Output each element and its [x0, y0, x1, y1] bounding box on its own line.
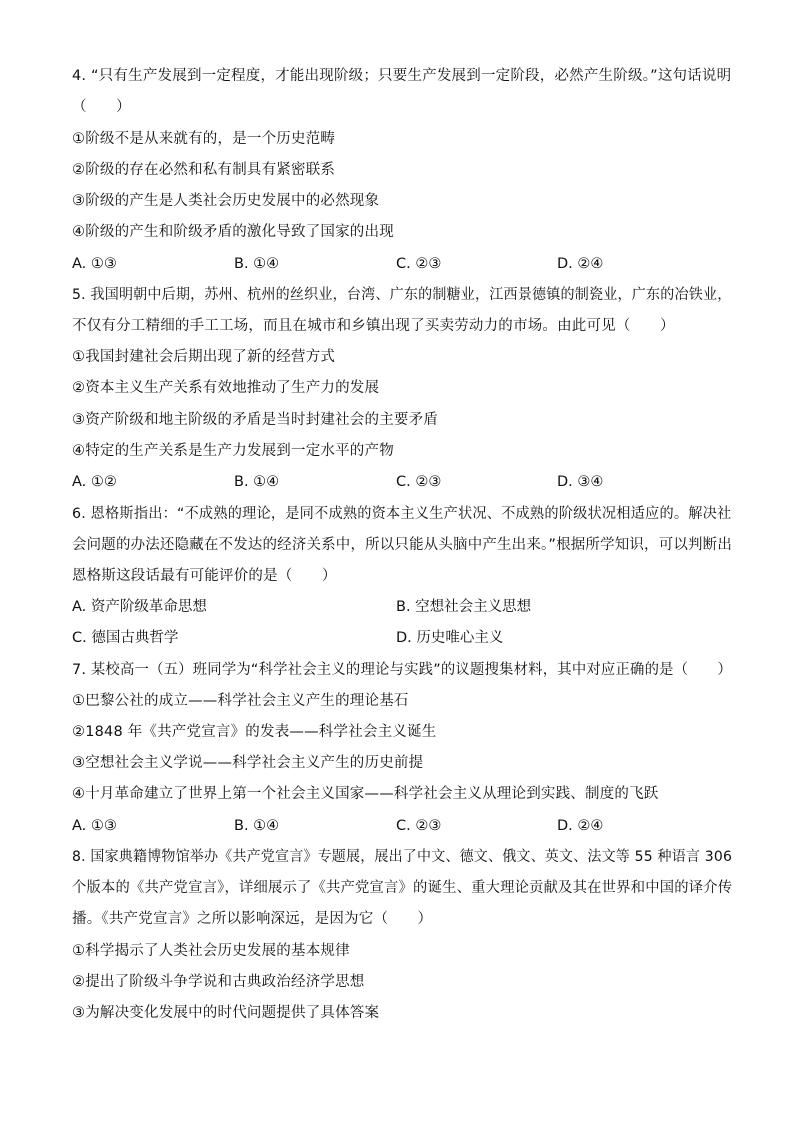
- q8-item-3: ③为解决变化发展中的时代问题提供了具体答案: [72, 1005, 380, 1021]
- q6-option-a: A. 资产阶级革命思想: [72, 599, 207, 615]
- q7-item-2: ②1848 年《共产党宣言》的发表——科学社会主义诞生: [72, 724, 437, 740]
- q6-stem-line-2: 会问题的办法还隐藏在不发达的经济关系中，所以只能从头脑中产生出来。”根据所学知识，可以判断出: [72, 537, 732, 553]
- q5-item-2: ②资本主义生产关系有效地推动了生产力的发展: [72, 380, 380, 396]
- q7-option-b: B. ①④: [234, 818, 280, 834]
- q4-item-2: ②阶级的存在必然和私有制具有紧密联系: [72, 162, 336, 178]
- q7-stem-line-1: 7. 某校高一（五）班同学为“科学社会主义的理论与实践”的议题搜集材料，其中对应正确的是（ ）: [72, 662, 732, 678]
- q8-stem-line-3: 播。《共产党宣言》之所以影响深远，是因为它（ ）: [72, 911, 433, 927]
- q4-option-c: C. ②③: [396, 256, 442, 272]
- q4-item-4: ④阶级的产生和阶级矛盾的激化导致了国家的出现: [72, 224, 394, 240]
- q4-item-1: ①阶级不是从来就有的，是一个历史范畴: [72, 131, 336, 147]
- q4-option-d: D. ②④: [557, 256, 604, 272]
- q5-option-c: C. ②③: [396, 474, 442, 490]
- q8-stem-line-2: 个版本的《共产党宣言》，详细展示了《共产党宣言》的诞生、重大理论贡献及其在世界和中国的译介传: [72, 880, 733, 896]
- q5-item-1: ①我国封建社会后期出现了新的经营方式: [72, 349, 336, 365]
- q6-stem-line-1: 6. 恩格斯指出：“不成熟的理论，是同不成熟的资本主义生产状况、不成熟的阶级状况相适应的。解决社: [72, 506, 732, 522]
- q7-option-d: D. ②④: [557, 818, 604, 834]
- q7-option-a: A. ①③: [72, 818, 117, 834]
- q5-option-a: A. ①②: [72, 474, 117, 490]
- q5-item-3: ③资产阶级和地主阶级的矛盾是当时封建社会的主要矛盾: [72, 412, 438, 428]
- q4-stem-line-2: （ ）: [72, 99, 131, 115]
- q6-option-b: B. 空想社会主义思想: [396, 599, 532, 615]
- q6-stem-line-3: 恩格斯这段话最有可能评价的是（ ）: [72, 568, 337, 584]
- q5-option-b: B. ①④: [234, 474, 280, 490]
- q5-item-4: ④特定的生产关系是生产力发展到一定水平的产物: [72, 443, 394, 459]
- q8-item-1: ①科学揭示了人类社会历史发展的基本规律: [72, 943, 350, 959]
- q6-option-d: D. 历史唯心主义: [396, 630, 504, 646]
- q7-item-3: ③空想社会主义学说——科学社会主义产生的历史前提: [72, 755, 424, 771]
- q5-option-d: D. ③④: [557, 474, 604, 490]
- q4-option-b: B. ①④: [234, 256, 280, 272]
- q4-stem-line-1: 4. “只有生产发展到一定程度，才能出现阶级；只要生产发展到一定阶段，必然产生阶级。”这句话说明: [72, 68, 732, 84]
- q7-item-4: ④十月革命建立了世界上第一个社会主义国家——科学社会主义从理论到实践、制度的飞跃: [72, 786, 659, 802]
- q8-stem-line-1: 8. 国家典籍博物馆举办《共产党宣言》专题展，展出了中文、德文、俄文、英文、法文等 55 种语言 306: [72, 849, 733, 865]
- q5-stem-line-1: 5. 我国明朝中后期，苏州、杭州的丝织业，台湾、广东的制糖业，江西景德镇的制瓷业，广东的冶铁业，: [72, 287, 732, 303]
- q6-option-c: C. 德国古典哲学: [72, 630, 179, 646]
- q8-item-2: ②提出了阶级斗争学说和古典政治经济学思想: [72, 974, 365, 990]
- q5-stem-line-2: 不仅有分工精细的手工工场，而且在城市和乡镇出现了买卖劳动力的市场。由此可见（ ）: [72, 318, 675, 334]
- q4-item-3: ③阶级的产生是人类社会历史发展中的必然现象: [72, 193, 380, 209]
- q7-item-1: ①巴黎公社的成立——科学社会主义产生的理论基石: [72, 693, 409, 709]
- q4-option-a: A. ①③: [72, 256, 117, 272]
- q7-option-c: C. ②③: [396, 818, 442, 834]
